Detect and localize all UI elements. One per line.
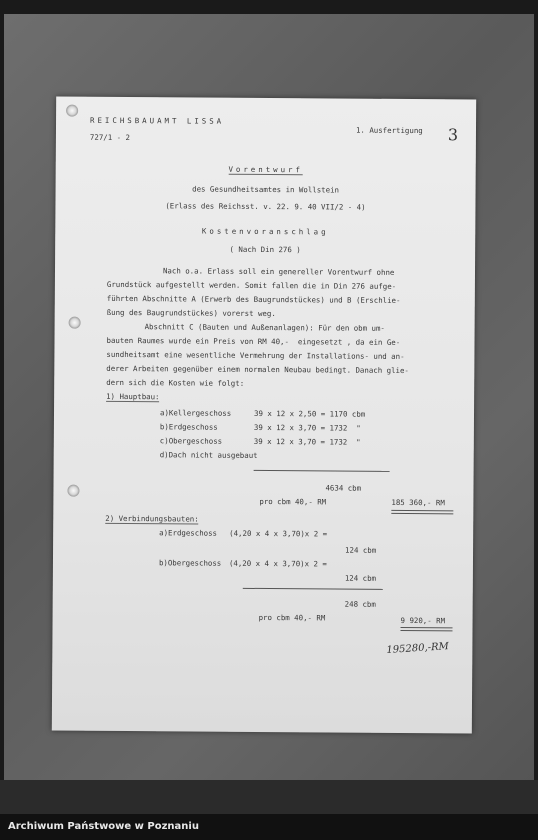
- section-2-price: pro cbm 40,- RM: [258, 612, 326, 623]
- body-line: führten Abschnitte A (Erwerb des Baugrundstückes) und B (Erschlie-: [106, 293, 401, 305]
- document-page: [52, 97, 476, 734]
- punch-hole: [67, 485, 79, 497]
- doc-title: Vorentwurf: [228, 164, 303, 175]
- calc-value: 39 x 12 x 3,70 = 1732 ": [253, 422, 361, 433]
- section-1-price: pro cbm 40,- RM: [259, 496, 327, 507]
- punch-hole: [69, 317, 81, 329]
- double-rule: [391, 510, 453, 514]
- section-2-total: 248 cbm: [344, 599, 376, 609]
- doc-decree: (Erlass des Reichsst. v. 22. 9. 40 VII/2 - 4): [165, 201, 366, 212]
- body-line: ßung des Baugrundstückes) vorerst weg.: [106, 307, 276, 319]
- reference-number: 727/1 - 2: [89, 132, 131, 143]
- archive-footer-bar: [0, 814, 538, 840]
- sum-rule: [254, 470, 390, 472]
- section-2-sum: 9 920,- RM: [400, 615, 446, 626]
- archive-footer: Archiwum Państwowe w Poznaniu: [8, 821, 199, 832]
- body-line: bauten Raumes wurde ein Preis von RM 40,- eingesetzt , da ein Ge-: [106, 335, 401, 347]
- section-1-sum: 185 360,- RM: [391, 497, 445, 508]
- calc-label: a)Kellergeschoss: [159, 408, 232, 418]
- calc-label: b)Erdgeschoss: [159, 422, 218, 432]
- calc-value: (4,20 x 4 x 3,70)x 2 =: [229, 528, 328, 539]
- section-1-total: 4634 cbm: [325, 483, 362, 493]
- page-number: 3: [447, 125, 459, 145]
- calc-label: a)Erdgeschoss: [159, 528, 218, 538]
- calc-value: 39 x 12 x 3,70 = 1732 ": [253, 436, 361, 447]
- calc-result: 124 cbm: [344, 573, 377, 583]
- body-line: derer Arbeiten gegenüber einem normalen Neubau bedingt. Danach glie-: [106, 363, 409, 376]
- section-heading-sub: ( Nach Din 276 ): [229, 244, 301, 255]
- office-name: REICHSBAUAMT LISSA: [90, 115, 225, 126]
- calc-value: 39 x 12 x 2,50 = 1170 cbm: [253, 408, 366, 419]
- body-line: Nach o.a. Erlass soll ein genereller Vorentwurf ohne: [162, 266, 395, 277]
- body-line: Abschnitt C (Bauten und Außenanlagen): Für den obm um-: [144, 322, 385, 333]
- body-line: dern sich die Kosten wie folgt:: [106, 377, 245, 388]
- calc-result: 124 cbm: [345, 545, 377, 555]
- body-line: sundheitsamt eine wesentliche Vermehrung der Installations- und an-: [106, 349, 405, 361]
- section-heading: Kostenvoranschlag: [201, 226, 329, 237]
- calc-label: c)Obergeschoss: [159, 436, 223, 446]
- body-line: Grundstück aufgestellt werden. Somit fallen die in Din 276 aufge-: [106, 279, 397, 291]
- sum-rule: [243, 588, 383, 590]
- doc-subtitle: des Gesundheitsamtes in Wollstein: [192, 184, 340, 195]
- handwritten-sum: 195280,-RM: [386, 641, 450, 657]
- double-rule: [400, 627, 452, 631]
- section-2-title: 2) Verbindungsbauten:: [105, 513, 199, 524]
- calc-label: d)Dach nicht ausgebaut: [159, 450, 258, 460]
- calc-label: b)Obergeschoss: [158, 558, 222, 568]
- copy-label: 1. Ausfertigung: [355, 125, 423, 136]
- calc-value: (4,20 x 4 x 3,70)x 2 =: [228, 558, 327, 569]
- punch-hole: [66, 105, 78, 117]
- section-1-title: 1) Hauptbau:: [106, 391, 160, 402]
- film-edge: [0, 780, 538, 814]
